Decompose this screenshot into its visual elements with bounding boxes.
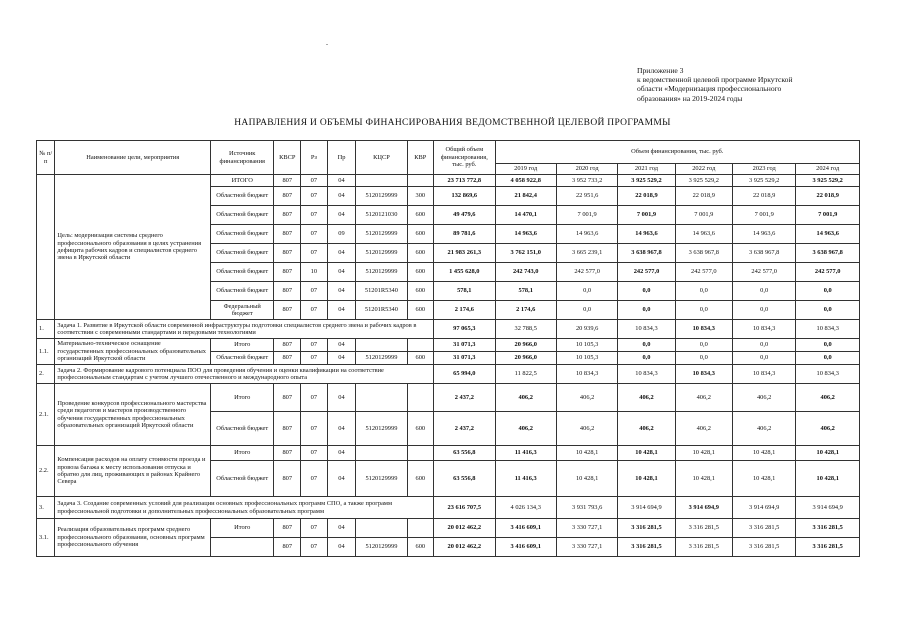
value-cell: 10 428,1 — [796, 461, 860, 497]
value-cell: 10 428,1 — [732, 446, 795, 461]
value-cell: 10 428,1 — [675, 446, 732, 461]
row-name: Проведение конкурсов профессионального мастерства среди педагогов и мастеров производственного обучения государственных профессиональных образовательных организаций Иркутской области — [55, 384, 211, 446]
source-cell: Областной бюджет — [211, 412, 274, 446]
task-text: Задача 3. Создание современных условий для реализации основных профессиональных программ СПО, а также программ профессиональной подготовки и дополнительных профессиональных образовательных программ — [55, 497, 434, 519]
value-cell: 600 — [407, 352, 434, 365]
value-cell: 0,0 — [618, 339, 675, 352]
header-kcsr: КЦСР — [356, 141, 407, 175]
value-cell: 807 — [274, 519, 301, 538]
value-cell: 32 788,5 — [495, 320, 556, 339]
value-cell — [407, 175, 434, 187]
value-cell: 3 914 694,9 — [618, 497, 675, 519]
value-cell: 5120129999 — [356, 225, 407, 244]
value-cell: 4 026 134,3 — [495, 497, 556, 519]
value-cell: 20 939,6 — [556, 320, 617, 339]
value-cell: 5120129999 — [356, 352, 407, 365]
value-cell: 31 071,3 — [434, 352, 495, 365]
header-year: 2024 год — [796, 164, 860, 175]
value-cell: 20 012 462,2 — [434, 538, 495, 557]
value-cell: 0,0 — [675, 339, 732, 352]
value-cell: 600 — [407, 282, 434, 301]
value-cell: 31 071,3 — [434, 339, 495, 352]
header-year: 2023 год — [732, 164, 795, 175]
value-cell: 07 — [301, 175, 328, 187]
source-cell: Областной бюджет — [211, 282, 274, 301]
row-number: 2. — [37, 365, 55, 384]
value-cell: 2 437,2 — [434, 412, 495, 446]
source-cell: Областной бюджет — [211, 244, 274, 263]
value-cell: 807 — [274, 187, 301, 206]
value-cell: 89 781,6 — [434, 225, 495, 244]
value-cell — [356, 339, 407, 352]
value-cell: 04 — [327, 282, 356, 301]
source-cell — [211, 538, 274, 557]
value-cell: 3 925 529,2 — [618, 175, 675, 187]
value-cell: 14 963,6 — [556, 225, 617, 244]
value-cell: 10 834,3 — [675, 365, 732, 384]
row-name: Компенсация расходов на оплату стоимости проезда и провоза багажа к месту использования отпуска и обратно для лиц, проживающих в районах Крайнего Севера — [55, 446, 211, 497]
row-name: Реализация образовательных программ среднего профессионального образования, основных программ профессионального обучения — [55, 519, 211, 557]
value-cell: 3 316 281,5 — [796, 538, 860, 557]
value-cell: 11 822,5 — [495, 365, 556, 384]
value-cell: 0,0 — [732, 339, 795, 352]
value-cell: 10 — [301, 263, 328, 282]
value-cell: 51201R5340 — [356, 301, 407, 320]
value-cell: 07 — [301, 244, 328, 263]
value-cell: 14 963,6 — [495, 225, 556, 244]
row-number: 3. — [37, 497, 55, 519]
value-cell: 600 — [407, 263, 434, 282]
value-cell: 3 416 609,1 — [495, 538, 556, 557]
value-cell: 14 963,6 — [732, 225, 795, 244]
value-cell: 3 416 609,1 — [495, 519, 556, 538]
value-cell: 3 638 967,8 — [732, 244, 795, 263]
value-cell — [356, 519, 407, 538]
row-name: Цель: модернизация системы среднего профессионального образования в целях устранения дефицита рабочих кадров и специалистов среднего звена в Иркутской области — [55, 175, 211, 320]
value-cell: 07 — [301, 538, 328, 557]
value-cell: 7 001,9 — [675, 206, 732, 225]
value-cell: 10 834,3 — [618, 320, 675, 339]
row-number: 1.1. — [37, 339, 55, 365]
value-cell: 04 — [327, 446, 356, 461]
value-cell: 04 — [327, 244, 356, 263]
value-cell: 07 — [301, 412, 328, 446]
value-cell: 11 416,3 — [495, 446, 556, 461]
header-name: Наименование цели, мероприятия — [55, 141, 211, 175]
value-cell: 406,2 — [675, 412, 732, 446]
header-num: № п/п — [37, 141, 55, 175]
value-cell: 14 963,6 — [796, 225, 860, 244]
value-cell: 51201R5340 — [356, 282, 407, 301]
task-row — [37, 497, 860, 519]
value-cell: 0,0 — [732, 352, 795, 365]
value-cell: 10 834,3 — [556, 365, 617, 384]
value-cell: 07 — [301, 225, 328, 244]
value-cell: 04 — [327, 206, 356, 225]
value-cell: 5120121030 — [356, 206, 407, 225]
stray-dot: . — [326, 38, 328, 47]
value-cell: 0,0 — [796, 282, 860, 301]
value-cell: 406,2 — [556, 412, 617, 446]
value-cell: 3 330 727,1 — [556, 538, 617, 557]
value-cell: 3 316 281,5 — [618, 519, 675, 538]
value-cell: 2 174,6 — [495, 301, 556, 320]
value-cell: 600 — [407, 301, 434, 320]
value-cell: 3 914 694,9 — [796, 497, 860, 519]
header-year: 2022 год — [675, 164, 732, 175]
value-cell: 807 — [274, 352, 301, 365]
value-cell: 807 — [274, 384, 301, 412]
value-cell: 3 316 281,5 — [675, 538, 732, 557]
value-cell: 1 455 628,0 — [434, 263, 495, 282]
value-cell: 406,2 — [495, 384, 556, 412]
source-cell: Областной бюджет — [211, 352, 274, 365]
value-cell: 10 105,3 — [556, 339, 617, 352]
header-kvsr: КВСР — [274, 141, 301, 175]
table-row — [37, 519, 860, 538]
annex-line-3: области «Модернизация профессионального — [637, 84, 782, 94]
value-cell: 242 577,0 — [796, 263, 860, 282]
value-cell: 406,2 — [495, 412, 556, 446]
value-cell: 10 428,1 — [618, 446, 675, 461]
value-cell: 5120129999 — [356, 461, 407, 497]
source-cell: Итого — [211, 446, 274, 461]
value-cell: 22 951,6 — [556, 187, 617, 206]
value-cell — [407, 384, 434, 412]
value-cell — [407, 339, 434, 352]
value-cell: 07 — [301, 206, 328, 225]
value-cell — [356, 446, 407, 461]
value-cell: 07 — [301, 339, 328, 352]
value-cell: 04 — [327, 301, 356, 320]
value-cell: 3 330 727,1 — [556, 519, 617, 538]
row-number: 3.1. — [37, 519, 55, 557]
value-cell: 04 — [327, 339, 356, 352]
value-cell: 3 638 967,8 — [618, 244, 675, 263]
header-total: Общий объем финансирования, тыс. руб. — [434, 141, 495, 175]
value-cell: 600 — [407, 244, 434, 263]
source-cell: Областной бюджет — [211, 461, 274, 497]
table-header — [37, 141, 860, 175]
value-cell: 14 470,1 — [495, 206, 556, 225]
value-cell: 10 834,3 — [796, 365, 860, 384]
value-cell: 406,2 — [675, 384, 732, 412]
value-cell: 3 316 281,5 — [675, 519, 732, 538]
source-cell: Итого — [211, 519, 274, 538]
value-cell: 600 — [407, 412, 434, 446]
value-cell: 07 — [301, 384, 328, 412]
value-cell: 3 931 793,6 — [556, 497, 617, 519]
value-cell: 10 105,3 — [556, 352, 617, 365]
header-volume: Объем финансирования, тыс. руб. — [495, 141, 859, 164]
value-cell: 10 428,1 — [732, 461, 795, 497]
value-cell: 04 — [327, 187, 356, 206]
value-cell: 10 428,1 — [618, 461, 675, 497]
value-cell: 10 834,3 — [675, 320, 732, 339]
value-cell: 2 437,2 — [434, 384, 495, 412]
value-cell: 807 — [274, 244, 301, 263]
value-cell: 807 — [274, 446, 301, 461]
value-cell: 2 174,6 — [434, 301, 495, 320]
value-cell: 5120129999 — [356, 187, 407, 206]
value-cell: 04 — [327, 538, 356, 557]
value-cell: 807 — [274, 538, 301, 557]
document-title: НАПРАВЛЕНИЯ И ОБЪЕМЫ ФИНАНСИРОВАНИЯ ВЕДОМСТВЕННОЙ ЦЕЛЕВОЙ ПРОГРАММЫ — [234, 118, 671, 128]
value-cell: 807 — [274, 206, 301, 225]
value-cell: 04 — [327, 263, 356, 282]
value-cell: 3 925 529,2 — [732, 175, 795, 187]
value-cell: 807 — [274, 412, 301, 446]
value-cell: 65 994,0 — [434, 365, 495, 384]
value-cell: 10 428,1 — [796, 446, 860, 461]
value-cell: 7 001,9 — [618, 206, 675, 225]
value-cell: 0,0 — [796, 339, 860, 352]
task-text: Задача 1. Развитие в Иркутской области современной инфраструктуры подготовки специалистов среднего звена и рабочих кадров в соответствии с современными стандартами и передовыми технологиями — [55, 320, 434, 339]
value-cell: 20 966,0 — [495, 339, 556, 352]
value-cell: 242 577,0 — [618, 263, 675, 282]
value-cell: 10 428,1 — [675, 461, 732, 497]
value-cell: 0,0 — [675, 352, 732, 365]
value-cell: 3 762 151,0 — [495, 244, 556, 263]
value-cell: 20 012 462,2 — [434, 519, 495, 538]
value-cell: 406,2 — [796, 412, 860, 446]
value-cell: 0,0 — [556, 301, 617, 320]
value-cell: 07 — [301, 446, 328, 461]
table-row — [37, 384, 860, 412]
value-cell: 22 018,9 — [675, 187, 732, 206]
header-year: 2019 год — [495, 164, 556, 175]
source-cell: Областной бюджет — [211, 187, 274, 206]
value-cell: 04 — [327, 519, 356, 538]
value-cell: 63 556,8 — [434, 446, 495, 461]
value-cell: 0,0 — [675, 301, 732, 320]
value-cell: 09 — [327, 225, 356, 244]
value-cell: 5120129999 — [356, 263, 407, 282]
header-source: Источник финансирования — [211, 141, 274, 175]
value-cell: 807 — [274, 461, 301, 497]
value-cell: 0,0 — [796, 352, 860, 365]
value-cell: 600 — [407, 225, 434, 244]
value-cell — [356, 175, 407, 187]
task-row — [37, 365, 860, 384]
value-cell: 242 577,0 — [732, 263, 795, 282]
value-cell: 3 914 694,9 — [732, 497, 795, 519]
value-cell: 7 001,9 — [732, 206, 795, 225]
value-cell: 406,2 — [796, 384, 860, 412]
value-cell: 07 — [301, 187, 328, 206]
value-cell: 14 963,6 — [618, 225, 675, 244]
value-cell — [356, 384, 407, 412]
value-cell: 578,1 — [495, 282, 556, 301]
task-text: Задача 2. Формирование кадрового потенциала ПОО для проведения обучения и оценки квалификации на соответствие профессиональным стандартам с учетом лучшего отечественного и международного опыта — [55, 365, 434, 384]
source-cell: Областной бюджет — [211, 206, 274, 225]
value-cell: 0,0 — [796, 301, 860, 320]
value-cell: 242 743,0 — [495, 263, 556, 282]
value-cell: 10 834,3 — [732, 365, 795, 384]
value-cell: 600 — [407, 206, 434, 225]
value-cell: 807 — [274, 175, 301, 187]
value-cell: 22 018,9 — [618, 187, 675, 206]
source-cell: Итого — [211, 339, 274, 352]
value-cell: 0,0 — [732, 282, 795, 301]
value-cell: 0,0 — [556, 282, 617, 301]
value-cell: 5120129999 — [356, 412, 407, 446]
value-cell: 04 — [327, 175, 356, 187]
value-cell: 0,0 — [675, 282, 732, 301]
value-cell: 0,0 — [732, 301, 795, 320]
header-pr: Пр — [327, 141, 356, 175]
value-cell: 63 556,8 — [434, 461, 495, 497]
value-cell: 10 428,1 — [556, 461, 617, 497]
value-cell: 807 — [274, 339, 301, 352]
value-cell: 07 — [301, 461, 328, 497]
task-row — [37, 320, 860, 339]
source-cell: Областной бюджет — [211, 225, 274, 244]
value-cell: 4 058 922,8 — [495, 175, 556, 187]
header-year: 2020 год — [556, 164, 617, 175]
value-cell: 3 925 529,2 — [675, 175, 732, 187]
value-cell: 04 — [327, 461, 356, 497]
value-cell: 14 963,6 — [675, 225, 732, 244]
value-cell: 406,2 — [732, 384, 795, 412]
value-cell: 807 — [274, 263, 301, 282]
value-cell: 11 416,3 — [495, 461, 556, 497]
value-cell: 600 — [407, 461, 434, 497]
annex-line-1: Приложение 3 — [637, 66, 684, 75]
financing-table — [36, 140, 860, 557]
value-cell: 07 — [301, 282, 328, 301]
value-cell — [407, 446, 434, 461]
annex-block — [637, 66, 897, 103]
value-cell: 07 — [301, 301, 328, 320]
value-cell: 21 983 261,3 — [434, 244, 495, 263]
value-cell: 10 834,3 — [732, 320, 795, 339]
value-cell: 406,2 — [732, 412, 795, 446]
header-year: 2021 год — [618, 164, 675, 175]
value-cell: 600 — [407, 538, 434, 557]
value-cell: 5120129999 — [356, 244, 407, 263]
value-cell: 807 — [274, 301, 301, 320]
value-cell: 10 834,3 — [796, 320, 860, 339]
value-cell: 10 428,1 — [556, 446, 617, 461]
value-cell: 0,0 — [618, 282, 675, 301]
value-cell: 10 834,3 — [618, 365, 675, 384]
table-row — [37, 175, 860, 187]
value-cell: 3 952 733,2 — [556, 175, 617, 187]
value-cell: 0,0 — [618, 352, 675, 365]
value-cell: 807 — [274, 282, 301, 301]
value-cell: 132 869,6 — [434, 187, 495, 206]
value-cell: 3 316 281,5 — [732, 519, 795, 538]
value-cell: 97 065,3 — [434, 320, 495, 339]
value-cell: 3 638 967,8 — [796, 244, 860, 263]
source-cell: Итого — [211, 384, 274, 412]
value-cell: 21 842,4 — [495, 187, 556, 206]
value-cell: 3 914 694,9 — [675, 497, 732, 519]
source-cell: Федеральный бюджет — [211, 301, 274, 320]
value-cell: 04 — [327, 412, 356, 446]
row-number — [37, 175, 55, 320]
value-cell: 3 925 529,2 — [796, 175, 860, 187]
value-cell — [407, 519, 434, 538]
value-cell: 242 577,0 — [556, 263, 617, 282]
table-row — [37, 339, 860, 352]
value-cell: 49 479,6 — [434, 206, 495, 225]
value-cell: 300 — [407, 187, 434, 206]
value-cell: 07 — [301, 519, 328, 538]
value-cell: 242 577,0 — [675, 263, 732, 282]
value-cell: 406,2 — [618, 412, 675, 446]
row-name: Материально-техническое оснащение государственных профессиональных образовательных организаций Иркутской области — [55, 339, 211, 365]
header-rz: Рз — [301, 141, 328, 175]
annex-line-2: к ведомственной целевой программе Иркутской — [637, 75, 793, 85]
value-cell: 406,2 — [556, 384, 617, 412]
row-number: 1. — [37, 320, 55, 339]
value-cell: 5120129999 — [356, 538, 407, 557]
value-cell: 578,1 — [434, 282, 495, 301]
value-cell: 3 638 967,8 — [675, 244, 732, 263]
header-kvr: КВР — [407, 141, 434, 175]
value-cell: 22 018,9 — [732, 187, 795, 206]
value-cell: 406,2 — [618, 384, 675, 412]
source-cell: ИТОГО — [211, 175, 274, 187]
annex-line-4: образования» на 2019-2024 годы — [637, 93, 743, 103]
value-cell: 0,0 — [618, 301, 675, 320]
row-number: 2.2. — [37, 446, 55, 497]
value-cell: 04 — [327, 384, 356, 412]
value-cell: 807 — [274, 225, 301, 244]
source-cell: Областной бюджет — [211, 263, 274, 282]
value-cell: 7 001,9 — [556, 206, 617, 225]
value-cell: 3 316 281,5 — [732, 538, 795, 557]
value-cell: 07 — [301, 352, 328, 365]
row-number: 2.1. — [37, 384, 55, 446]
value-cell: 23 616 707,5 — [434, 497, 495, 519]
value-cell: 3 316 281,5 — [618, 538, 675, 557]
value-cell: 7 001,9 — [796, 206, 860, 225]
value-cell: 22 018,9 — [796, 187, 860, 206]
table-body — [37, 175, 860, 557]
table-row — [37, 446, 860, 461]
value-cell: 20 966,0 — [495, 352, 556, 365]
value-cell: 23 713 772,8 — [434, 175, 495, 187]
value-cell: 04 — [327, 352, 356, 365]
value-cell: 3 316 281,5 — [796, 519, 860, 538]
value-cell: 3 665 239,1 — [556, 244, 617, 263]
